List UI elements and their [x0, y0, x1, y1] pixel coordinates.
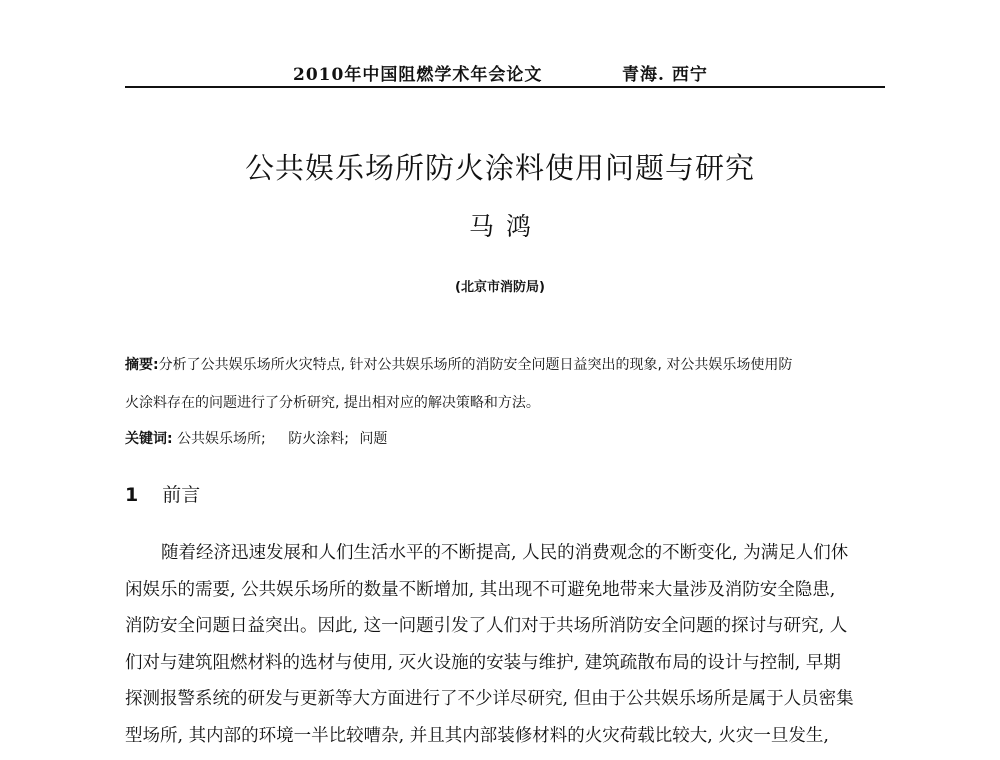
keywords — [125, 428, 885, 448]
body-line: 型场所, 其内部的环境一半比较嘈杂, 并且其内部装修材料的火灾荷载比较大, 火灾一旦发生, — [125, 725, 829, 746]
body-line: 探测报警系统的研发与更新等大方面进行了不少详尽研究, 但由于公共娱乐场所是属于人员密集 — [125, 689, 854, 709]
running-header — [125, 58, 885, 86]
abstract-line — [125, 346, 885, 384]
paper-title: 公共娱乐场所防火涂料使用问题与研究 — [244, 151, 755, 185]
abstract-text: 分析了公共娱乐场所火灾特点, 针对公共娱乐场所的消防安全问题日益突出的现象, 对公共娱乐场使用防 — [158, 357, 793, 373]
section-title: 前言 — [162, 484, 201, 506]
header-location: 青海. 西宁 — [622, 65, 708, 85]
body-line: 闲娱乐的需要, 公共娱乐场所的数量不断增加, 其出现不可避免地带来大量涉及消防安全隐患, — [125, 579, 836, 600]
section-number: 1 — [125, 484, 139, 506]
header-conference: 2010年中国阻燃学术年会论文 — [293, 65, 543, 85]
body-line: 随着经济迅速发展和人们生活水平的不断提高, 人民的消费观念的不断变化, 为满足人们休 — [161, 543, 849, 563]
keywords-label: 关键词: — [125, 431, 173, 447]
header-rule — [125, 86, 885, 88]
keyword: 问题 — [359, 431, 388, 447]
abstract-label: 摘要: — [125, 357, 159, 373]
paper-author: 马鸿 — [468, 212, 543, 241]
abstract-line: 火涂料存在的问题进行了分析研究, 提出相对应的解决策略和方法。 — [125, 395, 540, 411]
body-line: 们对与建筑阻燃材料的选材与使用, 灭火设施的安装与维护, 建筑疏散布局的设计与控制, 早期 — [125, 652, 841, 673]
keyword: 防火涂料; — [288, 431, 349, 447]
body-paragraph — [125, 535, 885, 754]
abstract — [125, 346, 885, 422]
section-heading — [125, 480, 200, 507]
paper-affiliation: (北京市消防局) — [455, 280, 545, 295]
keyword: 公共娱乐场所; — [177, 431, 266, 447]
body-line: 消防安全问题日益突出。因此, 这一问题引发了人们对于共场所消防安全问题的探讨与研究, 人 — [125, 616, 848, 636]
